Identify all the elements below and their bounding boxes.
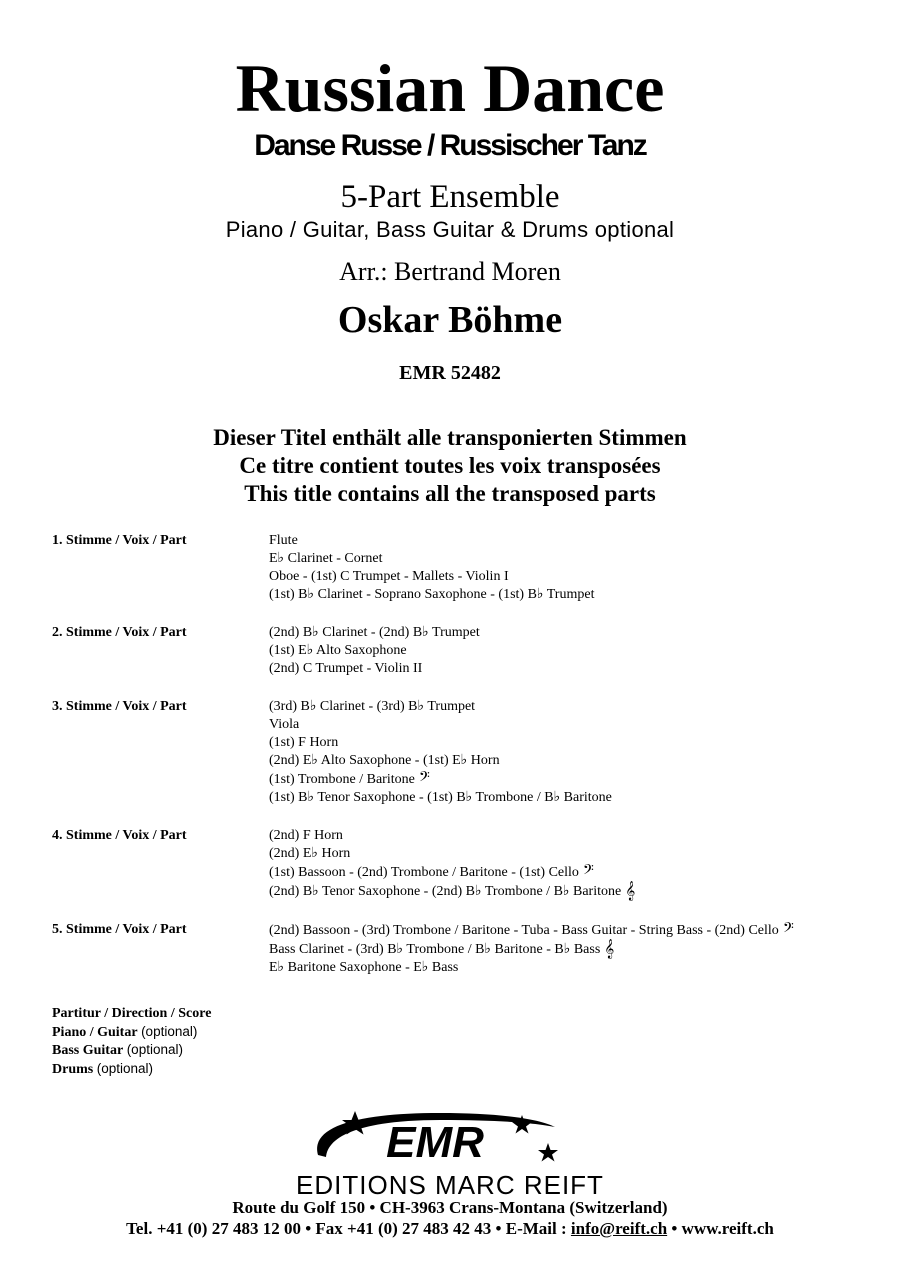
part-instruments (269, 624, 862, 678)
extra-part (52, 1023, 211, 1042)
part-instrument: Flute (269, 533, 298, 548)
part-group-4 (52, 827, 862, 901)
note-french: Ce titre contient toutes les voix transposées (239, 453, 661, 478)
part-instruments (269, 921, 862, 977)
treble-clef-icon: 𝄞 (604, 939, 615, 959)
treble-clef-icon: 𝄞 (625, 881, 636, 901)
email-link[interactable]: info@reift.ch (570, 1219, 668, 1238)
extra-part-note: (optional) (96, 1060, 154, 1076)
website-link[interactable]: • www.reift.ch (667, 1219, 774, 1238)
emr-logo (300, 1105, 570, 1170)
part-instrument: (2nd) Bassoon - (3rd) Trombone / Baritone - Tuba - Bass Guitar - String Bass - (2nd) Cello (269, 923, 779, 938)
part-instrument: E♭ Clarinet - Cornet (269, 551, 383, 566)
part-label: 4. Stimme / Voix / Part (52, 828, 187, 843)
part-instrument: (2nd) B♭ Tenor Saxophone - (2nd) B♭ Trombone / B♭ Baritone (269, 884, 622, 899)
part-instrument: (2nd) F Horn (269, 828, 343, 843)
part-label: 3. Stimme / Voix / Part (52, 699, 187, 714)
bass-clef-icon: 𝄢 (582, 862, 594, 882)
part-instrument: (1st) E♭ Alto Saxophone (269, 643, 407, 658)
extra-part-name: Drums (52, 1061, 94, 1077)
bass-clef-icon: 𝄢 (782, 920, 794, 940)
part-instrument: (1st) Trombone / Baritone (269, 772, 415, 787)
note-german: Dieser Titel enthält alle transponierten Stimmen (213, 425, 687, 450)
part-instrument-row (269, 940, 862, 959)
extra-part (52, 1060, 211, 1079)
arranger: Arr.: Bertrand Moren (339, 257, 561, 286)
catalog-number: EMR 52482 (399, 362, 501, 384)
part-instruments (269, 698, 862, 807)
part-instrument: Viola (269, 717, 300, 732)
part-instrument: Bass Clarinet - (3rd) B♭ Trombone / B♭ Baritone - B♭ Bass (269, 942, 601, 957)
part-instruments (269, 532, 862, 604)
additional-parts (52, 1005, 211, 1078)
page-subtitle: Danse Russe / Russischer Tanz (254, 129, 646, 162)
part-instrument: E♭ Baritone Saxophone - E♭ Bass (269, 960, 459, 975)
part-instrument-row (269, 770, 862, 789)
part-instrument: (3rd) B♭ Clarinet - (3rd) B♭ Trumpet (269, 699, 476, 714)
ensemble-type: 5-Part Ensemble (340, 179, 560, 215)
part-label: 1. Stimme / Voix / Part (52, 533, 187, 548)
extra-part-note: (optional) (126, 1042, 183, 1057)
part-instrument: (2nd) B♭ Clarinet - (2nd) B♭ Trumpet (269, 625, 480, 640)
part-group-5 (52, 921, 862, 977)
part-label: 2. Stimme / Voix / Part (52, 625, 187, 640)
part-instrument: (1st) B♭ Tenor Saxophone - (1st) B♭ Trombone / B♭ Baritone (269, 790, 612, 805)
part-instrument: (2nd) E♭ Alto Saxophone - (1st) E♭ Horn (269, 753, 500, 768)
publisher-address: Route du Golf 150 • CH-3963 Crans-Montana (Switzerland) (232, 1198, 668, 1217)
extra-part-name: Piano / Guitar (52, 1024, 138, 1040)
part-group-3 (52, 698, 862, 807)
part-instrument-row (269, 863, 862, 882)
part-group-1 (52, 532, 862, 604)
part-instrument: (1st) F Horn (269, 735, 339, 750)
extra-part-name: Partitur / Direction / Score (52, 1006, 212, 1021)
note-english: This title contains all the transposed parts (244, 481, 656, 506)
part-instrument: (1st) Bassoon - (2nd) Trombone / Baritone - (1st) Cello (269, 865, 579, 880)
part-instruments (269, 827, 862, 901)
bass-clef-icon: 𝄢 (418, 769, 430, 789)
part-instrument-row (269, 921, 862, 940)
part-instrument: Oboe - (1st) C Trumpet - Mallets - Violin I (269, 569, 509, 584)
logo-text: EMR (386, 1118, 484, 1167)
instrumentation: Piano / Guitar, Bass Guitar & Drums optional (225, 217, 675, 242)
part-instrument: (1st) B♭ Clarinet - Soprano Saxophone - (1st) B♭ Trumpet (269, 587, 595, 602)
extra-part (52, 1041, 211, 1060)
extra-part-note: (optional) (141, 1023, 198, 1039)
part-group-2 (52, 624, 862, 678)
contact-phone-fax: Tel. +41 (0) 27 483 12 00 • Fax +41 (0) 27 483 42 43 • E-Mail : (126, 1219, 571, 1238)
publisher-name: EDITIONS MARC REIFT (296, 1170, 604, 1200)
page-title: Russian Dance (235, 50, 665, 126)
parts-list (52, 532, 862, 997)
extra-part (52, 1005, 211, 1023)
part-instrument: (2nd) C Trumpet - Violin II (269, 661, 423, 676)
extra-part-name: Bass Guitar (52, 1043, 124, 1058)
composer: Oskar Böhme (337, 299, 563, 341)
publisher-contact (0, 1218, 900, 1240)
part-instrument: (2nd) E♭ Horn (269, 846, 351, 861)
part-instrument-row (269, 882, 862, 901)
part-label: 5. Stimme / Voix / Part (52, 922, 187, 937)
